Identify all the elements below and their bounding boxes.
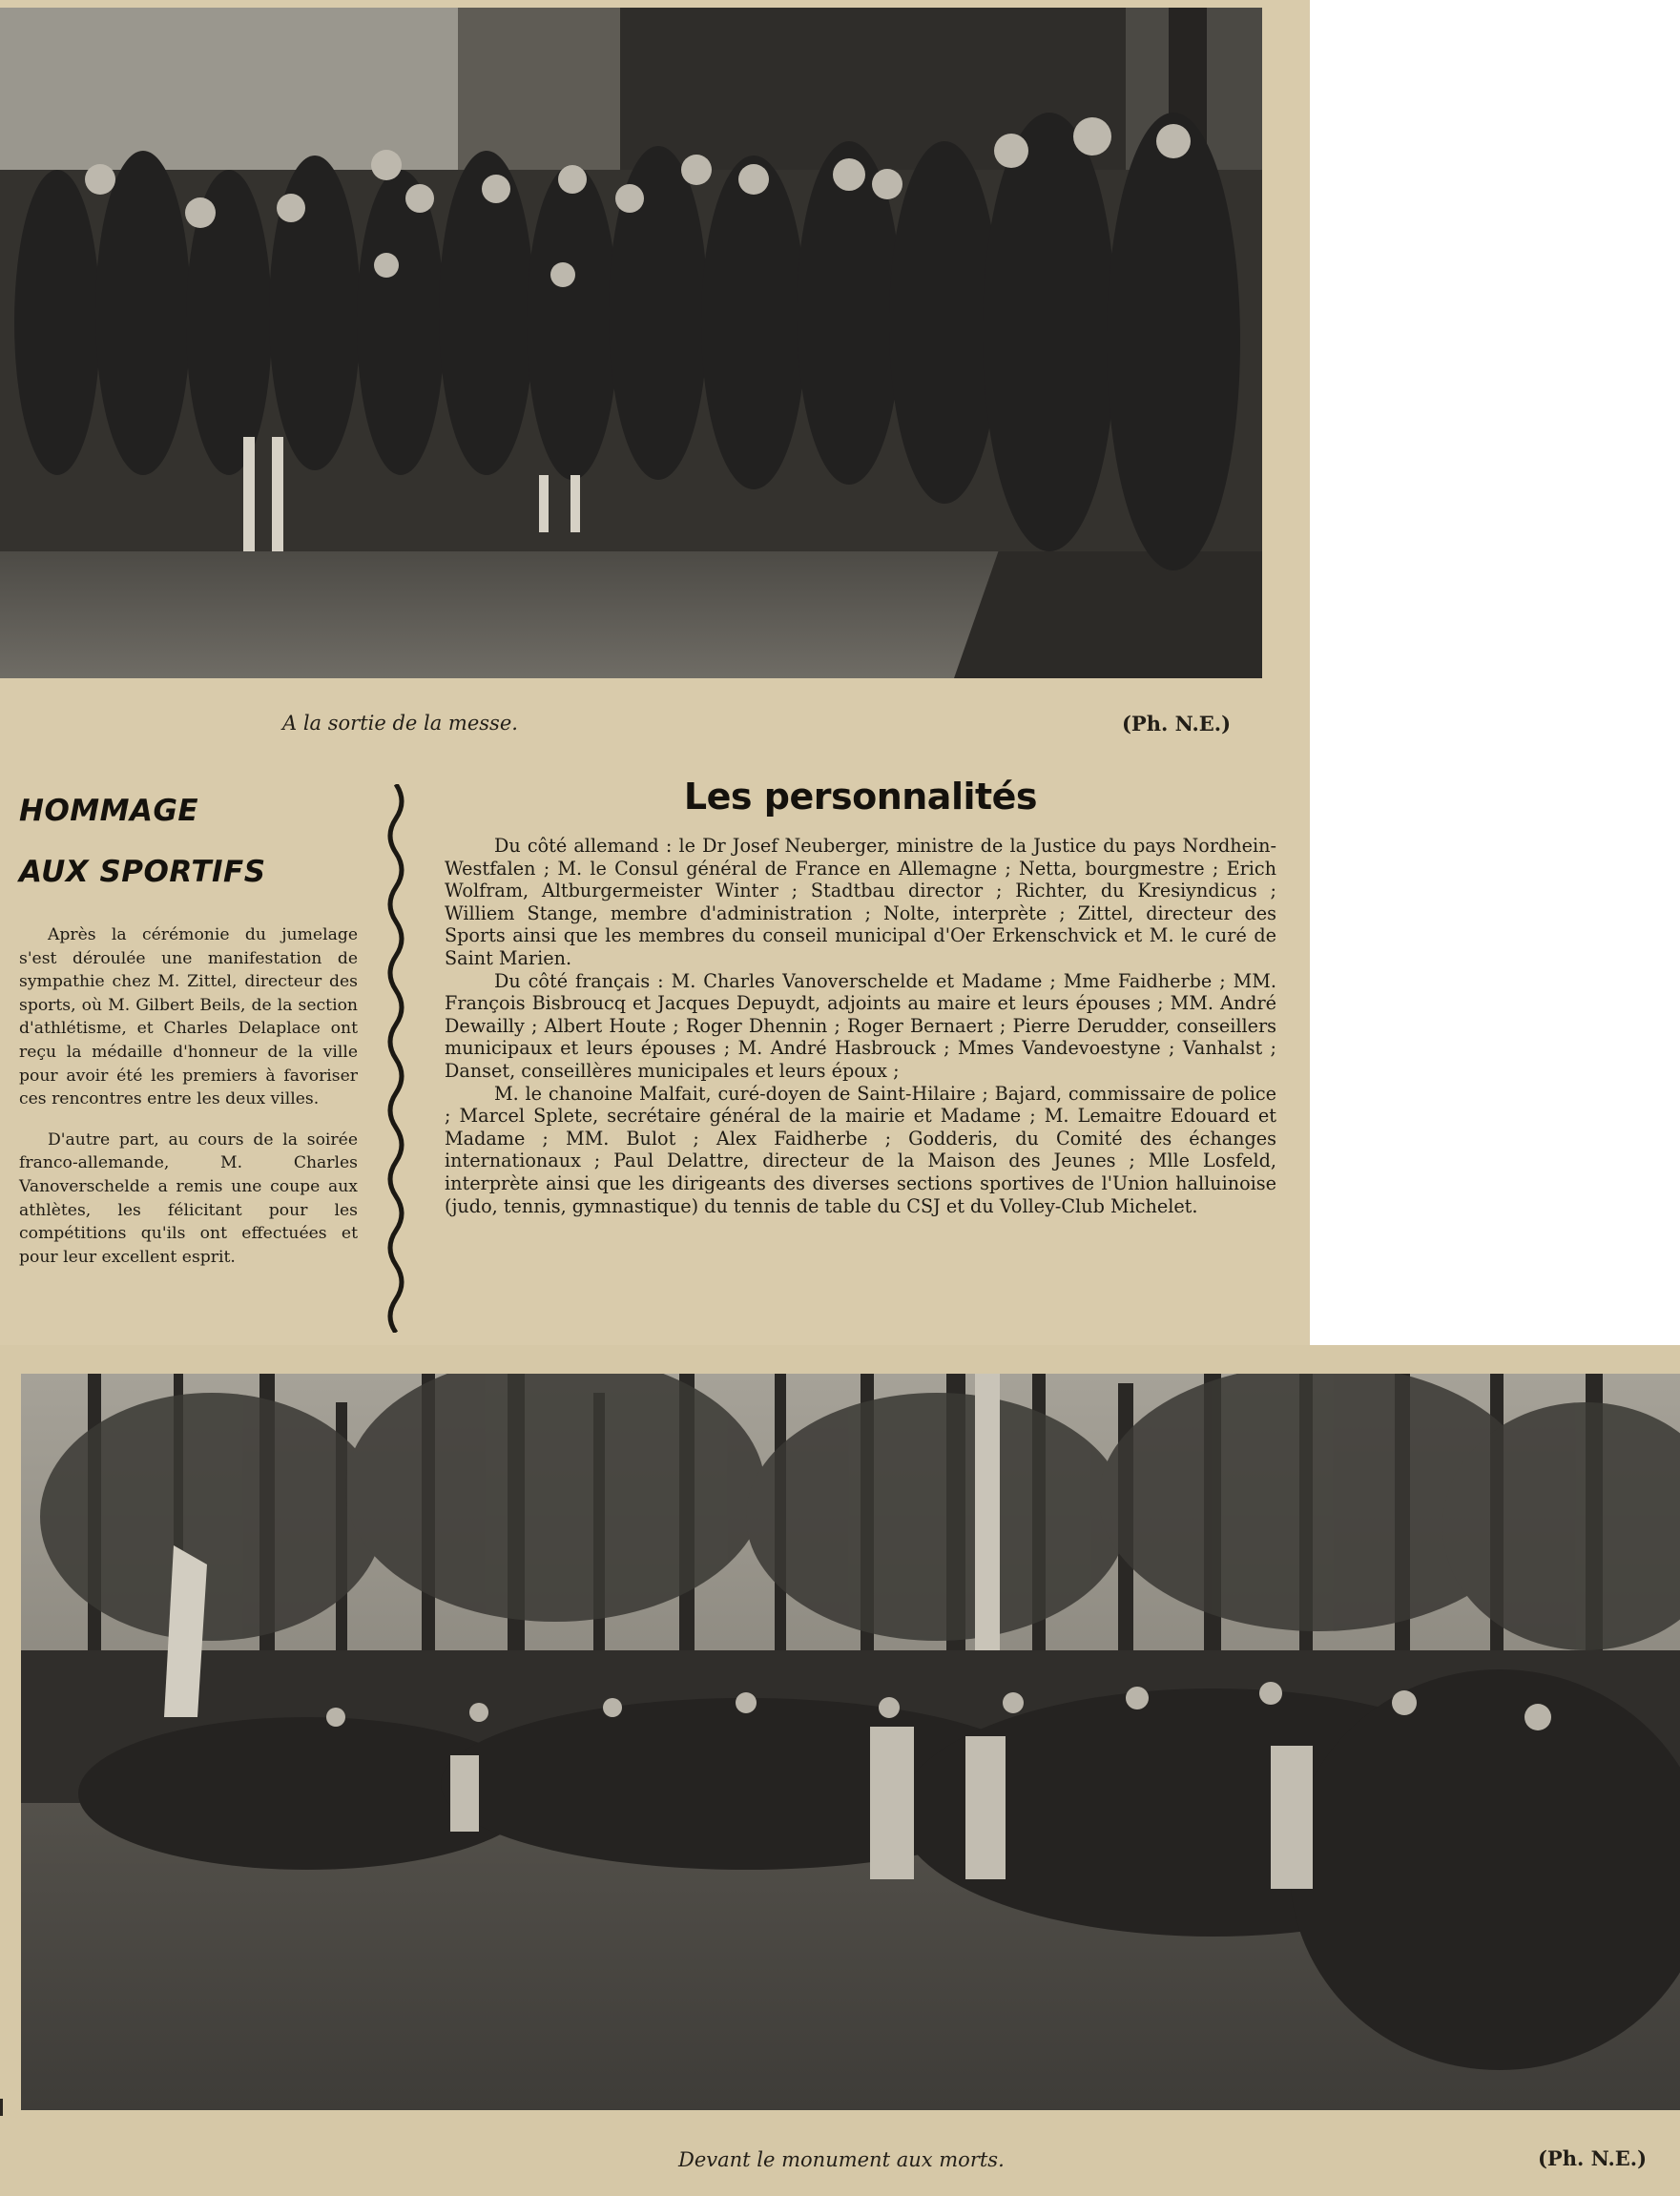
article-body bbox=[445, 835, 1276, 1217]
photo-monument-image bbox=[21, 1374, 1680, 2110]
sidebar-hommage-aux-sportifs bbox=[19, 780, 358, 1286]
sidebar-title-line-1: HOMMAGE bbox=[19, 794, 199, 828]
top-photo-caption: A la sortie de la messe. bbox=[282, 712, 518, 735]
article-paragraph: Du côté allemand : le Dr Josef Neuberger, ministre de la Justice du pays Nordhein-Westfalen ; M. le Consul général de France en Allemagne ; Netta, bourgmestre ; Erich Wolfram, Altburgermeister Winter ; Stadtbau director ; Richter, du Kresiyndicus ; Williem Stange, membre d'administration ; Nolte, interprète ; Zittel, directeur des Sports ainsi que les membres du conseil municipal d'Oer Erkenschvick et M. le curé de Saint Marien. bbox=[445, 835, 1276, 969]
article-paragraph: M. le chanoine Malfait, curé-doyen de Saint-Hilaire ; Bajard, commissaire de police ; Marcel Splete, secrétaire général de la mairie et Madame ; M. Lemaitre Edouard et Madame ; MM. Bulot ; Alex Faidherbe ; Godderis, du Comité des échanges internationaux ; Paul Delattre, directeur de la Maison des Jeunes ; Mlle Losfeld, interprète ainsi que les dirigeants des diverses sections sportives de l'Union halluinoise (judo, tennis, gymnastique) du tennis de table du CSJ et du Volley-Club Michelet. bbox=[445, 1082, 1276, 1217]
sidebar-title bbox=[19, 780, 358, 902]
sidebar-paragraph: D'autre part, au cours de la soirée franco-allemande, M. Charles Vanoverschelde a remis une coupe aux athlètes, les félicitant pour les compétitions qu'ils ont effectuées et pour leur excellent esprit. bbox=[19, 1129, 358, 1267]
sidebar-paragraph: Après la cérémonie du jumelage s'est déroulée une manifestation de sympathie chez M. Zittel, directeur des sports, où M. Gilbert Beils, de la section d'athlétisme, et Charles Delaplace ont reçu la médaille d'honneur de la ville pour avoir été les premiers à favoriser ces rencontres entre les deux villes. bbox=[19, 925, 358, 1109]
article-paragraph: Du côté français : M. Charles Vanoverschelde et Madame ; Mme Faidherbe ; MM. François Bisbroucq et Jacques Depuydt, adjoints au maire et leurs épouses ; MM. André Dewailly ; Albert Houte ; Roger Dhennin ; Roger Bernaert ; Pierre Derudder, conseillers municipaux et leurs épouses ; M. André Hasbrouck ; Mmes Vandevoestyne ; Vanhalst ; Danset, conseillères municipales et leurs époux ; bbox=[445, 969, 1276, 1082]
photo-crowd-image bbox=[0, 8, 1262, 678]
photo-monument-ceremony bbox=[21, 1374, 1680, 2110]
wavy-column-divider bbox=[377, 784, 415, 1333]
top-photo-credit: (Ph. N.E.) bbox=[1122, 712, 1232, 735]
sidebar-title-line-2: AUX SPORTIFS bbox=[19, 855, 266, 889]
article-title: Les personnalités bbox=[683, 776, 1038, 818]
photo-crowd-after-mass bbox=[0, 8, 1262, 678]
bottom-photo-caption: Devant le monument aux morts. bbox=[678, 2148, 1005, 2171]
edge-mark bbox=[0, 2099, 3, 2116]
bottom-photo-credit: (Ph. N.E.) bbox=[1538, 2146, 1648, 2170]
sidebar-body bbox=[19, 923, 358, 1269]
article-personnalites bbox=[445, 776, 1276, 1217]
